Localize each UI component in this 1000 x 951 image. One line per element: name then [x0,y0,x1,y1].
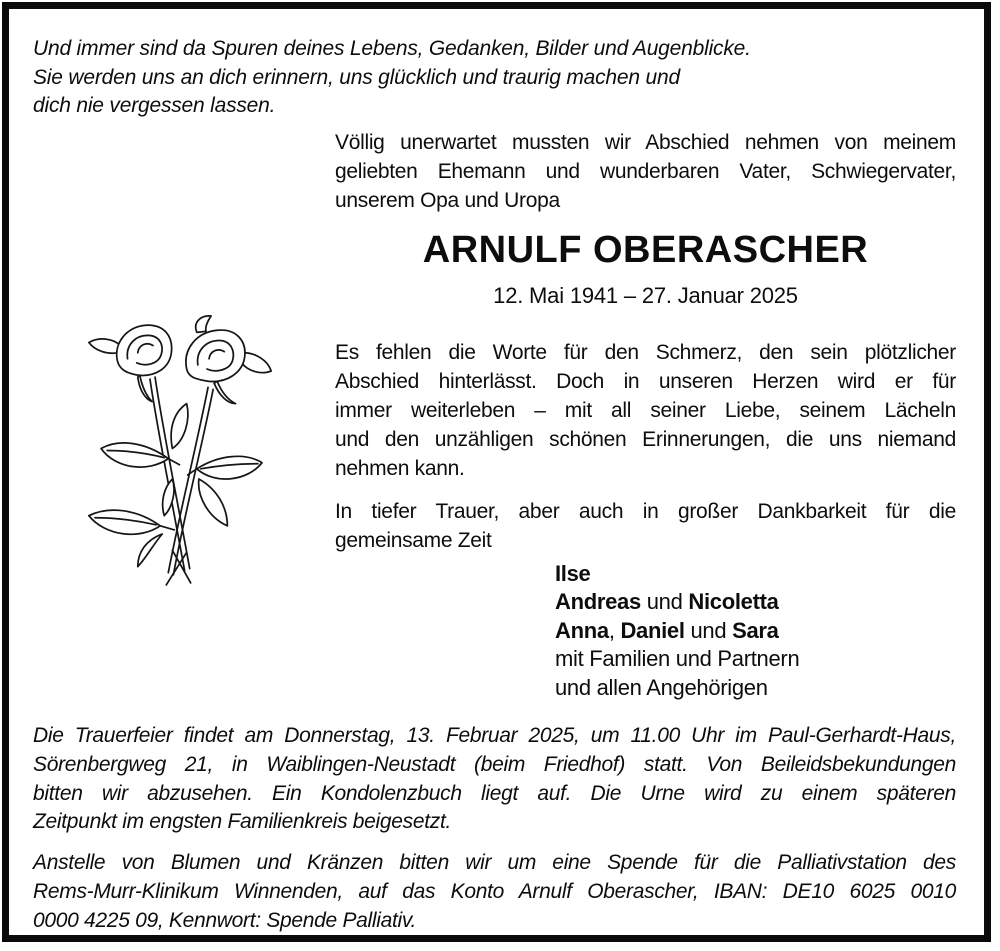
donation-information [33,849,956,935]
intro-paragraph [335,128,956,215]
tribute-paragraph [335,338,956,483]
text-line: bitten wir abzusehen. Ein Kondolenzbuch liegt auf. Die Urne wird zu einem späteren [33,781,956,805]
text-line: gemeinsame Zeit [335,528,492,552]
mourner-name: Daniel [620,617,685,643]
mourner-line [555,617,956,646]
text-line: Anstelle von Blumen und Kränzen bitten wir um eine Spende für die Palliativstation des [33,851,956,875]
mourner-name: Ilse [555,560,591,586]
opening-quote [33,35,956,121]
roses-line-art-icon [74,314,284,589]
text-line: immer weiterleben – mit all seiner Liebe, seinem Lächeln [335,398,956,422]
text-line: Die Trauerfeier findet am Donnerstag, 13. Februar 2025, um 11.00 Uhr im Paul-Gerhardt-Haus, [33,724,956,747]
text-line: Rems-Murr-Klinikum Winnenden, auf das Konto Arnulf Oberascher, IBAN: DE10 6025 0010 [33,879,956,903]
funeral-information [33,722,956,837]
mourner-line [555,674,956,703]
mourners-list [555,560,956,703]
deceased-name: ARNULF OBERASCHER [422,228,869,271]
notice-body [33,128,956,703]
text-line: Es fehlen die Worte für den Schmerz, den sein plötzlicher [335,340,956,364]
text-line: Zeitpunkt im engsten Familienkreis beigesetzt. [33,810,452,834]
announcement-column [335,128,956,703]
text-line: Völlig unerwartet mussten wir Abschied nehmen von meinem [335,130,956,154]
mourner-text: mit Familien und Partnern [555,646,800,671]
text-line: unserem Opa und Uropa [335,188,560,212]
text-line: In tiefer Trauer, aber auch in großer Dankbarkeit für die [335,499,956,523]
text-line: und den unzähligen schönen Erinnerungen, die uns niemand [335,427,956,451]
text-line: Und immer sind da Spuren deines Lebens, Gedanken, Bilder und Augenblicke. [33,37,751,60]
mourner-name: Andreas [555,589,641,614]
mourner-name: Sara [732,617,779,643]
mourner-name: Anna [555,617,609,643]
mourning-paragraph [335,497,956,555]
mourner-text: und [640,589,689,614]
text-line: Sie werden uns an dich erinnern, uns glücklich und traurig machen und [33,65,680,89]
text-line: Abschied hinterlässt. Doch in unseren Herzen wird er für [335,369,956,393]
mourner-text: und allen Angehörigen [555,674,768,700]
death-notice [2,2,991,942]
mourner-name: Nicoletta [688,589,779,614]
text-line: dich nie vergessen lassen. [33,94,276,117]
mourner-text: , [608,617,621,643]
text-line: Sörenbergweg 21, in Waiblingen-Neustadt (beim Friedhof) statt. Von Beileidsbekundungen [33,752,956,776]
text-line: geliebten Ehemann und wunderbaren Vater, Schwiegervater, [335,159,956,183]
text-line: 0000 4225 09, Kennwort: Spende Palliativ. [33,908,417,932]
text-line: nehmen kann. [335,456,465,480]
mourner-text: und [684,617,733,643]
mourner-line [555,560,956,589]
life-dates: 12. Mai 1941 – 27. Januar 2025 [493,282,798,308]
mourner-line [555,588,956,617]
roses-illustration [74,314,284,589]
mourner-line [555,645,956,674]
